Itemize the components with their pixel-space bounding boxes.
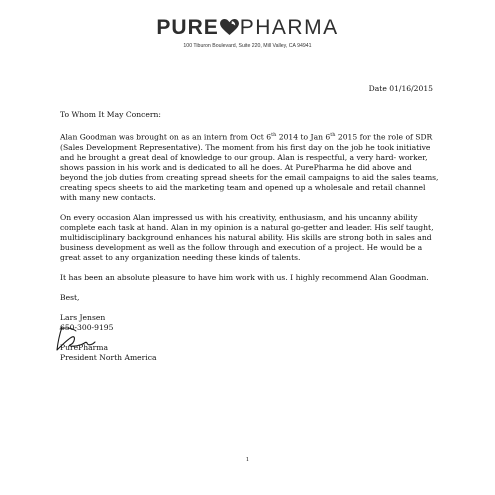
salutation: To Whom It May Concern: — [60, 110, 161, 119]
logo-pure-text: PURE — [156, 16, 219, 39]
company-address: 100 Tiburon Boulevard, Suite 220, Mill Valley, CA 94941 — [183, 43, 312, 49]
company-logo — [0, 16, 495, 40]
letter-date: Date 01/16/2015 — [368, 84, 433, 93]
signature-block — [60, 313, 440, 363]
signer-name: Lars Jensen — [60, 312, 106, 322]
page-number: 1 — [245, 457, 250, 463]
heart-icon — [220, 19, 239, 36]
signer-phone: 650-300-9195 — [60, 322, 114, 332]
letter-body — [60, 110, 440, 363]
paragraph-3: It has been an absolute pleasure to have him work with us. I highly recommend Alan Goodman. — [60, 272, 429, 282]
paragraph-1: Alan Goodman was brought on as an intern from Oct 6th 2014 to Jan 6th 2015 for the role of SDR (Sales Development Representative). The moment from his first day on the job he took initiative and he brought a great deal of knowledge to our group. Alan is respectful, a very hard- worker, shows passion in his work and is dedicated to all he does. At PurePharma he did above and beyond the job duties from creating spread sheets for the email campaigns to aid the sales teams, creating specs sheets to aid the marketing team and opened up a wholesale and retail channel with many new contacts. — [60, 132, 439, 202]
signer-company: PurePharma — [60, 342, 109, 352]
paragraph-2: On every occasion Alan impressed us with his creativity, enthusiasm, and his uncanny ability complete each task at hand. Alan in my opinion is a natural go-getter and leader. His self taught, multidisciplinary background enhances his natural ability. His skills are strong both in sales and business development as well as the follow through and execution of a project. He would be a great asset to any organization needing these kinds of talents. — [60, 212, 434, 262]
closing: Best, — [60, 292, 80, 302]
signer-title: President North America — [60, 352, 157, 362]
handwritten-signature — [54, 323, 114, 355]
logo-pharma-text: PHARMA — [239, 16, 339, 39]
